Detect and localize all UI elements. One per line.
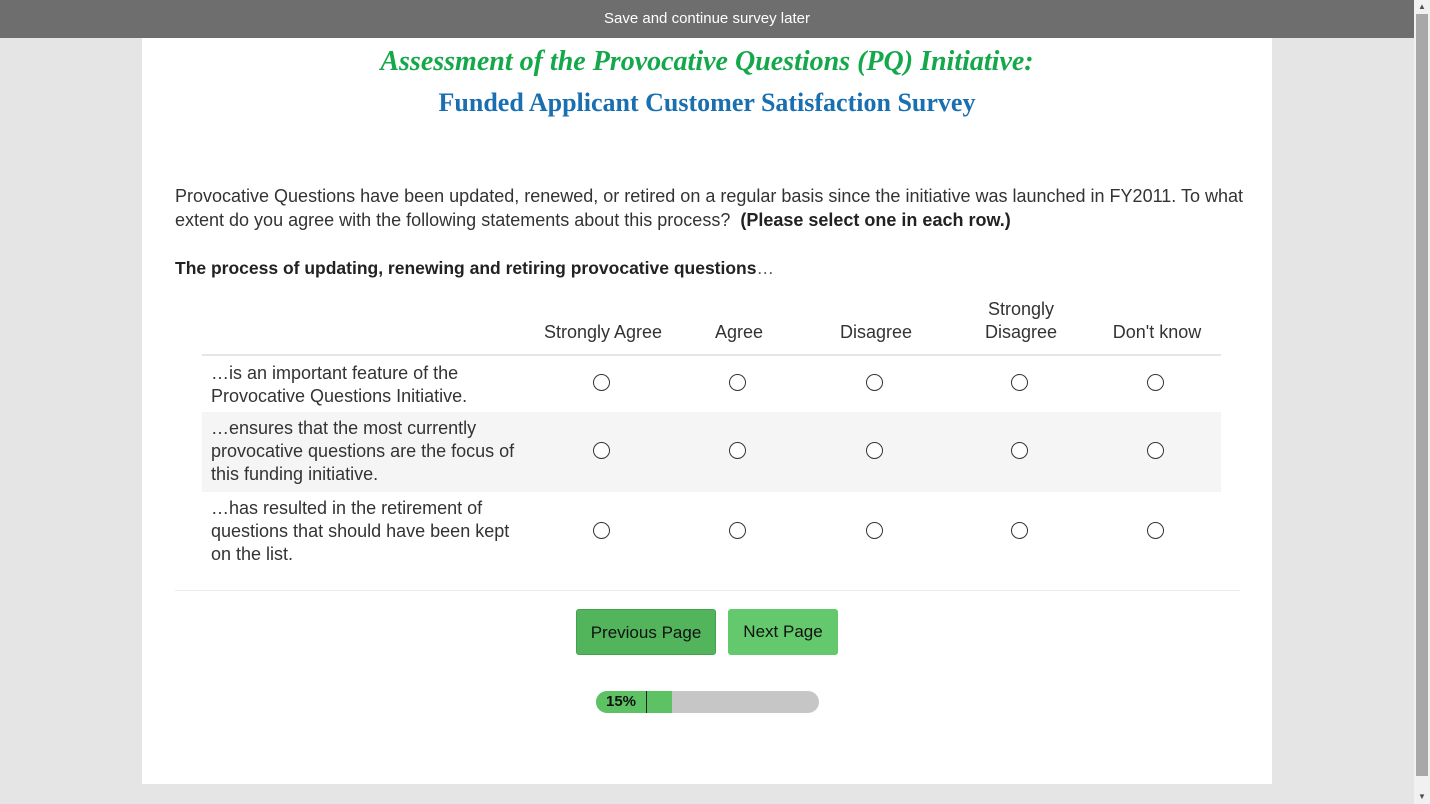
- progress-percent-label: 15%: [596, 691, 647, 713]
- likert-matrix: [202, 296, 1221, 572]
- scroll-down-arrow-icon[interactable]: ▼: [1418, 792, 1426, 801]
- radio-row1-disagree[interactable]: [866, 374, 883, 391]
- radio-row1-strongly-agree[interactable]: [593, 374, 610, 391]
- radio-row1-strongly-disagree[interactable]: [1011, 374, 1028, 391]
- radio-row3-dont-know[interactable]: [1147, 522, 1164, 539]
- radio-row1-agree[interactable]: [729, 374, 746, 391]
- section-divider: [175, 590, 1240, 591]
- scroll-up-arrow-icon[interactable]: ▲: [1418, 2, 1426, 11]
- matrix-row-2: [202, 412, 1221, 492]
- column-header-dont-know: Don't know: [1112, 322, 1202, 342]
- radio-row1-dont-know[interactable]: [1147, 374, 1164, 391]
- matrix-subheading-text: The process of updating, renewing and retiring provocative questions: [175, 258, 757, 278]
- radio-row2-strongly-disagree[interactable]: [1011, 442, 1028, 459]
- column-header-disagree: Disagree: [839, 322, 913, 342]
- save-continue-later-link[interactable]: Save and continue survey later: [604, 10, 810, 27]
- survey-title: Assessment of the Provocative Questions (PQ) Initiative:: [380, 46, 1034, 77]
- matrix-row-label: …ensures that the most currently provocative questions are the focus of this funding initiative.: [211, 418, 515, 484]
- survey-subtitle: Funded Applicant Customer Satisfaction Survey: [438, 88, 976, 117]
- matrix-row-3: [202, 492, 1221, 572]
- radio-row2-dont-know[interactable]: [1147, 442, 1164, 459]
- matrix-header-row: [202, 296, 1221, 356]
- radio-row3-strongly-disagree[interactable]: [1011, 522, 1028, 539]
- matrix-row-label: …has resulted in the retirement of questions that should have been kept on the list.: [211, 498, 510, 564]
- radio-row2-agree[interactable]: [729, 442, 746, 459]
- previous-page-button[interactable]: Previous Page: [576, 609, 716, 655]
- radio-row3-strongly-agree[interactable]: [593, 522, 610, 539]
- matrix-row-label: …is an important feature of the Provocative Questions Initiative.: [211, 363, 468, 406]
- question-text: [175, 184, 1245, 232]
- column-header-strongly-agree: Strongly Agree: [543, 322, 663, 342]
- radio-row3-disagree[interactable]: [866, 522, 883, 539]
- save-continue-later-bar[interactable]: [0, 0, 1414, 38]
- question-body: Provocative Questions have been updated, renewed, or retired on a regular basis since the initiative was launched in FY2011. To what extent do you agree with the following statements about this process?: [175, 186, 1243, 230]
- question-instruction: (Please select one in each row.): [740, 210, 1011, 230]
- vertical-scrollbar[interactable]: [1414, 0, 1430, 804]
- next-page-button[interactable]: Next Page: [728, 609, 838, 655]
- scrollbar-thumb[interactable]: [1416, 14, 1428, 776]
- matrix-subheading: [175, 258, 774, 279]
- progress-bar: [596, 691, 819, 713]
- radio-row3-agree[interactable]: [729, 522, 746, 539]
- matrix-row-1: [202, 356, 1221, 412]
- radio-row2-disagree[interactable]: [866, 442, 883, 459]
- survey-page: [142, 38, 1272, 784]
- matrix-subheading-ellipsis: …: [756, 258, 774, 278]
- column-header-strongly-disagree: Strongly Disagree: [984, 299, 1058, 342]
- column-header-agree: Agree: [714, 322, 764, 342]
- radio-row2-strongly-agree[interactable]: [593, 442, 610, 459]
